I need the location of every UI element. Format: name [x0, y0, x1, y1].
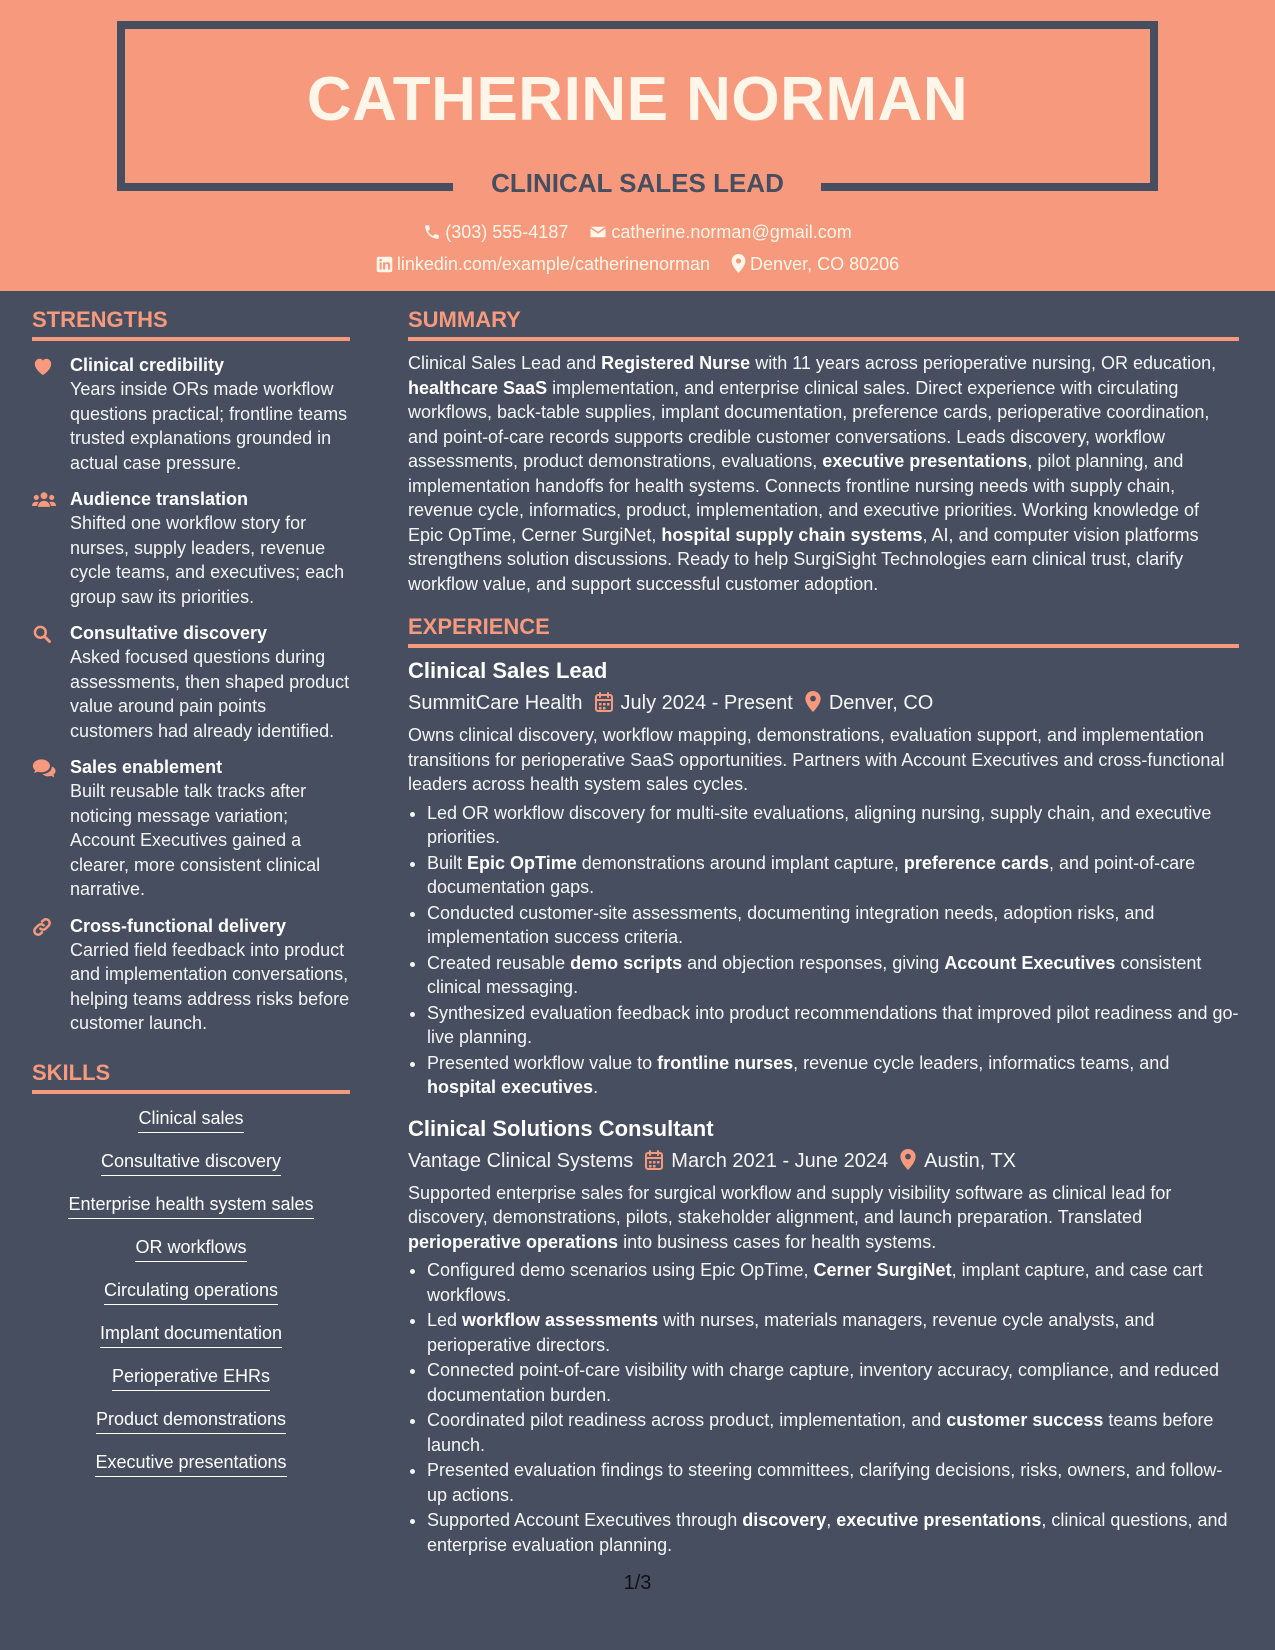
- strength-item: [32, 487, 350, 609]
- bullet-item: [427, 951, 1239, 1000]
- text-segment: Conducted customer-site assessments, documenting integration needs, adoption risks, and implementation success criteria.: [427, 902, 1155, 947]
- strength-item: [32, 353, 350, 475]
- phone-contact[interactable]: [423, 220, 568, 244]
- skill-tag: Product demonstrations: [96, 1407, 286, 1434]
- phone-text: (303) 555-4187: [445, 222, 569, 242]
- summary-text: [408, 351, 1239, 596]
- company-name: SummitCare Health: [408, 692, 583, 714]
- skill-tag: Clinical sales: [138, 1106, 243, 1133]
- map-pin-icon: [731, 254, 746, 273]
- comments-icon: [32, 758, 54, 778]
- experience-list: [408, 656, 1239, 1557]
- bullet-item: [427, 1051, 1239, 1100]
- calendar-icon: [595, 692, 613, 712]
- skill-tag: Consultative discovery: [101, 1149, 281, 1176]
- skill-tag: Perioperative EHRs: [112, 1364, 270, 1391]
- text-segment: Led OR workflow discovery for multi-site evaluations, aligning nursing, supply chain, and executive priorities.: [427, 802, 1212, 847]
- skill-row: [32, 1364, 350, 1407]
- envelope-icon: [589, 223, 607, 241]
- strengths-heading: STRENGTHS: [32, 305, 350, 341]
- bold-text: discovery: [742, 1510, 827, 1530]
- job-entry: [408, 656, 1239, 1100]
- text-segment: demonstrations around implant capture,: [576, 852, 904, 873]
- bullet-item: [427, 1408, 1239, 1457]
- text-segment: with nurses, materials managers, revenue cycle analysts, and perioperative directors.: [427, 1310, 1155, 1355]
- job-bullets: [408, 801, 1239, 1100]
- text-segment: Coordinated pilot readiness across product, implementation, and: [427, 1410, 947, 1430]
- strength-item: [32, 755, 350, 902]
- link-icon: [32, 917, 54, 937]
- company-name: Vantage Clinical Systems: [408, 1149, 634, 1172]
- bullet-item: [427, 1358, 1239, 1407]
- phone-icon: [423, 223, 441, 241]
- skill-tag: Enterprise health system sales: [68, 1192, 313, 1219]
- job-title-headline: CLINICAL SALES LEAD: [491, 168, 784, 198]
- bullet-item: [427, 1308, 1239, 1357]
- strength-description: Asked focused questions during assessments, then shaped product value around pain points customers had already identified.: [70, 647, 350, 741]
- bold-text: hospital supply chain systems: [661, 524, 923, 545]
- text-segment: Supported Account Executives through: [427, 1510, 743, 1530]
- bold-text: healthcare SaaS: [408, 377, 548, 398]
- bullet-item: [427, 801, 1239, 850]
- bold-text: customer success: [946, 1410, 1104, 1430]
- text-segment: Connected point-of-care visibility with charge capture, inventory accuracy, compliance, and reduced documentation burden.: [427, 1360, 1220, 1405]
- job-dates: March 2021 - June 2024: [671, 1149, 889, 1172]
- skill-row: [32, 1278, 350, 1321]
- text-segment: , implant capture, and case cart workflows.: [427, 1260, 1203, 1305]
- email-contact[interactable]: [589, 220, 851, 244]
- bullet-item: [427, 851, 1239, 900]
- bold-text: Account Executives: [944, 952, 1116, 973]
- calendar-icon: [645, 1150, 663, 1170]
- job-bullets: [408, 1258, 1239, 1557]
- map-pin-icon: [805, 691, 821, 712]
- skill-row: [32, 1192, 350, 1235]
- bold-text: demo scripts: [570, 952, 683, 973]
- bold-text: frontline nurses: [657, 1052, 794, 1073]
- skill-row: [32, 1321, 350, 1364]
- text-segment: Presented workflow value to: [427, 1052, 658, 1073]
- text-segment: into business cases for health systems.: [618, 1231, 937, 1252]
- experience-heading: EXPERIENCE: [408, 612, 1239, 648]
- job-meta: [408, 1147, 1239, 1175]
- text-segment: teams before launch.: [427, 1410, 1214, 1455]
- skill-tag: Executive presentations: [95, 1450, 286, 1477]
- skill-row: [32, 1235, 350, 1278]
- skill-row: [32, 1106, 350, 1149]
- job-description: [408, 1181, 1239, 1255]
- bold-text: perioperative operations: [408, 1231, 619, 1252]
- linkedin-text: linkedin.com/example/catherinenorman: [396, 254, 711, 274]
- text-segment: Supported enterprise sales for surgical workflow and supply visibility software as clinical lead for discovery, demonstrations, pilots, stakeholder alignment, and launch preparation. Translated: [408, 1182, 1172, 1227]
- candidate-name: CATHERINE NORMAN: [306, 65, 969, 134]
- heart-icon: [32, 356, 54, 376]
- strength-description: Carried field feedback into product and implementation conversations, helping teams address risks before customer launch.: [70, 939, 350, 1033]
- left-column: [32, 305, 350, 1493]
- strength-title: Cross-functional delivery: [70, 915, 287, 936]
- text-segment: implementation, and enterprise clinical sales. Direct experience with circulating workflows, back-table supplies, implant documentation, preference cards, perioperative coordination, and point-of-care records supports credible customer conversations. Leads discovery, workflow assessments, product demonstrations, evaluations,: [408, 377, 1210, 471]
- text-segment: Created reusable: [427, 952, 571, 973]
- text-segment: with 11 years across perioperative nursing, OR education,: [750, 353, 1217, 373]
- bullet-item: [427, 1458, 1239, 1507]
- strength-title: Sales enablement: [70, 757, 223, 777]
- bold-text: Registered Nurse: [601, 353, 751, 373]
- strengths-list: [32, 353, 350, 1036]
- search-icon: [32, 624, 54, 644]
- job-title: Clinical Sales Lead: [408, 658, 608, 683]
- users-icon: [32, 490, 54, 510]
- strength-description: Years inside ORs made workflow questions practical; frontline teams trusted explanations grounded in actual case pressure.: [70, 379, 348, 473]
- bullet-item: [427, 1258, 1239, 1307]
- text-segment: Led: [427, 1310, 463, 1330]
- text-segment: , and point-of-care documentation gaps.: [427, 852, 1196, 897]
- strength-item: [32, 914, 350, 1036]
- job-title: Clinical Solutions Consultant: [408, 1115, 714, 1141]
- text-segment: , pilot planning, and implementation handoffs for health systems. Connects frontline nursing needs with supply chain, revenue cycle, informatics, product, implementation, and executive priorities. Working knowledge of Epic OpTime, Cerner SurgiNet,: [408, 451, 1200, 545]
- strength-title: Audience translation: [70, 489, 249, 509]
- location-contact: [731, 252, 899, 276]
- map-pin-icon: [900, 1149, 916, 1170]
- skill-row: [32, 1149, 350, 1192]
- job-description: [408, 723, 1239, 797]
- bold-text: Cerner SurgiNet: [813, 1260, 952, 1280]
- skill-row: [32, 1450, 350, 1493]
- text-segment: , clinical questions, and enterprise evaluation planning.: [427, 1510, 1228, 1555]
- bullet-item: [427, 1508, 1239, 1557]
- right-column: [408, 305, 1239, 1558]
- text-segment: consistent clinical messaging.: [427, 952, 1202, 997]
- job-meta: [408, 689, 1239, 717]
- text-segment: and objection responses, giving: [682, 952, 945, 973]
- bullet-item: [427, 901, 1239, 950]
- skill-row: [32, 1407, 350, 1450]
- strength-description: Shifted one workflow story for nurses, supply leaders, revenue cycle teams, and executives; each group saw its priorities.: [70, 513, 345, 607]
- skill-tag: Implant documentation: [100, 1321, 282, 1348]
- bold-text: executive presentations: [822, 451, 1028, 471]
- skill-tag: OR workflows: [135, 1235, 246, 1262]
- email-text: catherine.norman@gmail.com: [611, 222, 852, 242]
- strength-title: Consultative discovery: [70, 623, 268, 643]
- location-text: Denver, CO 80206: [750, 254, 900, 274]
- contact-row-1: [0, 220, 1275, 244]
- text-segment: Presented evaluation findings to steering committees, clarifying decisions, risks, owners, and follow-up actions.: [427, 1460, 1223, 1505]
- skill-tag: Circulating operations: [104, 1278, 278, 1305]
- skills-heading: SKILLS: [32, 1058, 350, 1094]
- skills-list: [32, 1106, 350, 1493]
- contact-row-2: [0, 252, 1275, 276]
- text-segment: ,: [826, 1510, 837, 1530]
- linkedin-contact[interactable]: [376, 252, 710, 276]
- strength-item: [32, 621, 350, 743]
- text-segment: , revenue cycle leaders, informatics teams, and: [793, 1052, 1170, 1073]
- text-segment: Built: [427, 852, 468, 873]
- bold-text: executive presentations: [836, 1510, 1042, 1530]
- bold-text: workflow assessments: [462, 1310, 659, 1330]
- bold-text: Epic OpTime: [467, 852, 577, 873]
- text-segment: , AI, and computer vision platforms strengthens solution discussions. Ready to help SurgiSight Technologies earn clinical trust, clarify workflow value, and support successful customer adoption.: [408, 524, 1199, 594]
- summary-heading: SUMMARY: [408, 305, 1239, 341]
- linkedin-icon: [376, 256, 393, 273]
- job-location: Austin, TX: [924, 1149, 1017, 1172]
- job-dates: July 2024 - Present: [620, 692, 793, 714]
- strength-title: Clinical credibility: [70, 355, 225, 375]
- job-entry: [408, 1114, 1239, 1558]
- text-segment: Synthesized evaluation feedback into product recommendations that improved pilot readiness and go-live planning.: [427, 1002, 1239, 1047]
- resume-header: [0, 0, 1275, 291]
- text-segment: Clinical Sales Lead and: [408, 353, 602, 373]
- text-segment: Configured demo scenarios using Epic OpTime,: [427, 1260, 814, 1280]
- strength-description: Built reusable talk tracks after noticing message variation; Account Executives gained a clearer, more consistent clinical narrative.: [70, 781, 321, 899]
- text-segment: Owns clinical discovery, workflow mapping, demonstrations, evaluation support, and implementation transitions for perioperative SaaS opportunities. Partners with Account Executives and cross-functional leaders across health system sales cycles.: [408, 725, 1225, 794]
- page-number: 1/3: [623, 1572, 652, 1594]
- bullet-item: [427, 1001, 1239, 1050]
- text-segment: .: [593, 1077, 599, 1097]
- bold-text: hospital executives: [427, 1077, 594, 1097]
- job-location: Denver, CO: [828, 692, 934, 714]
- bold-text: preference cards: [903, 852, 1050, 873]
